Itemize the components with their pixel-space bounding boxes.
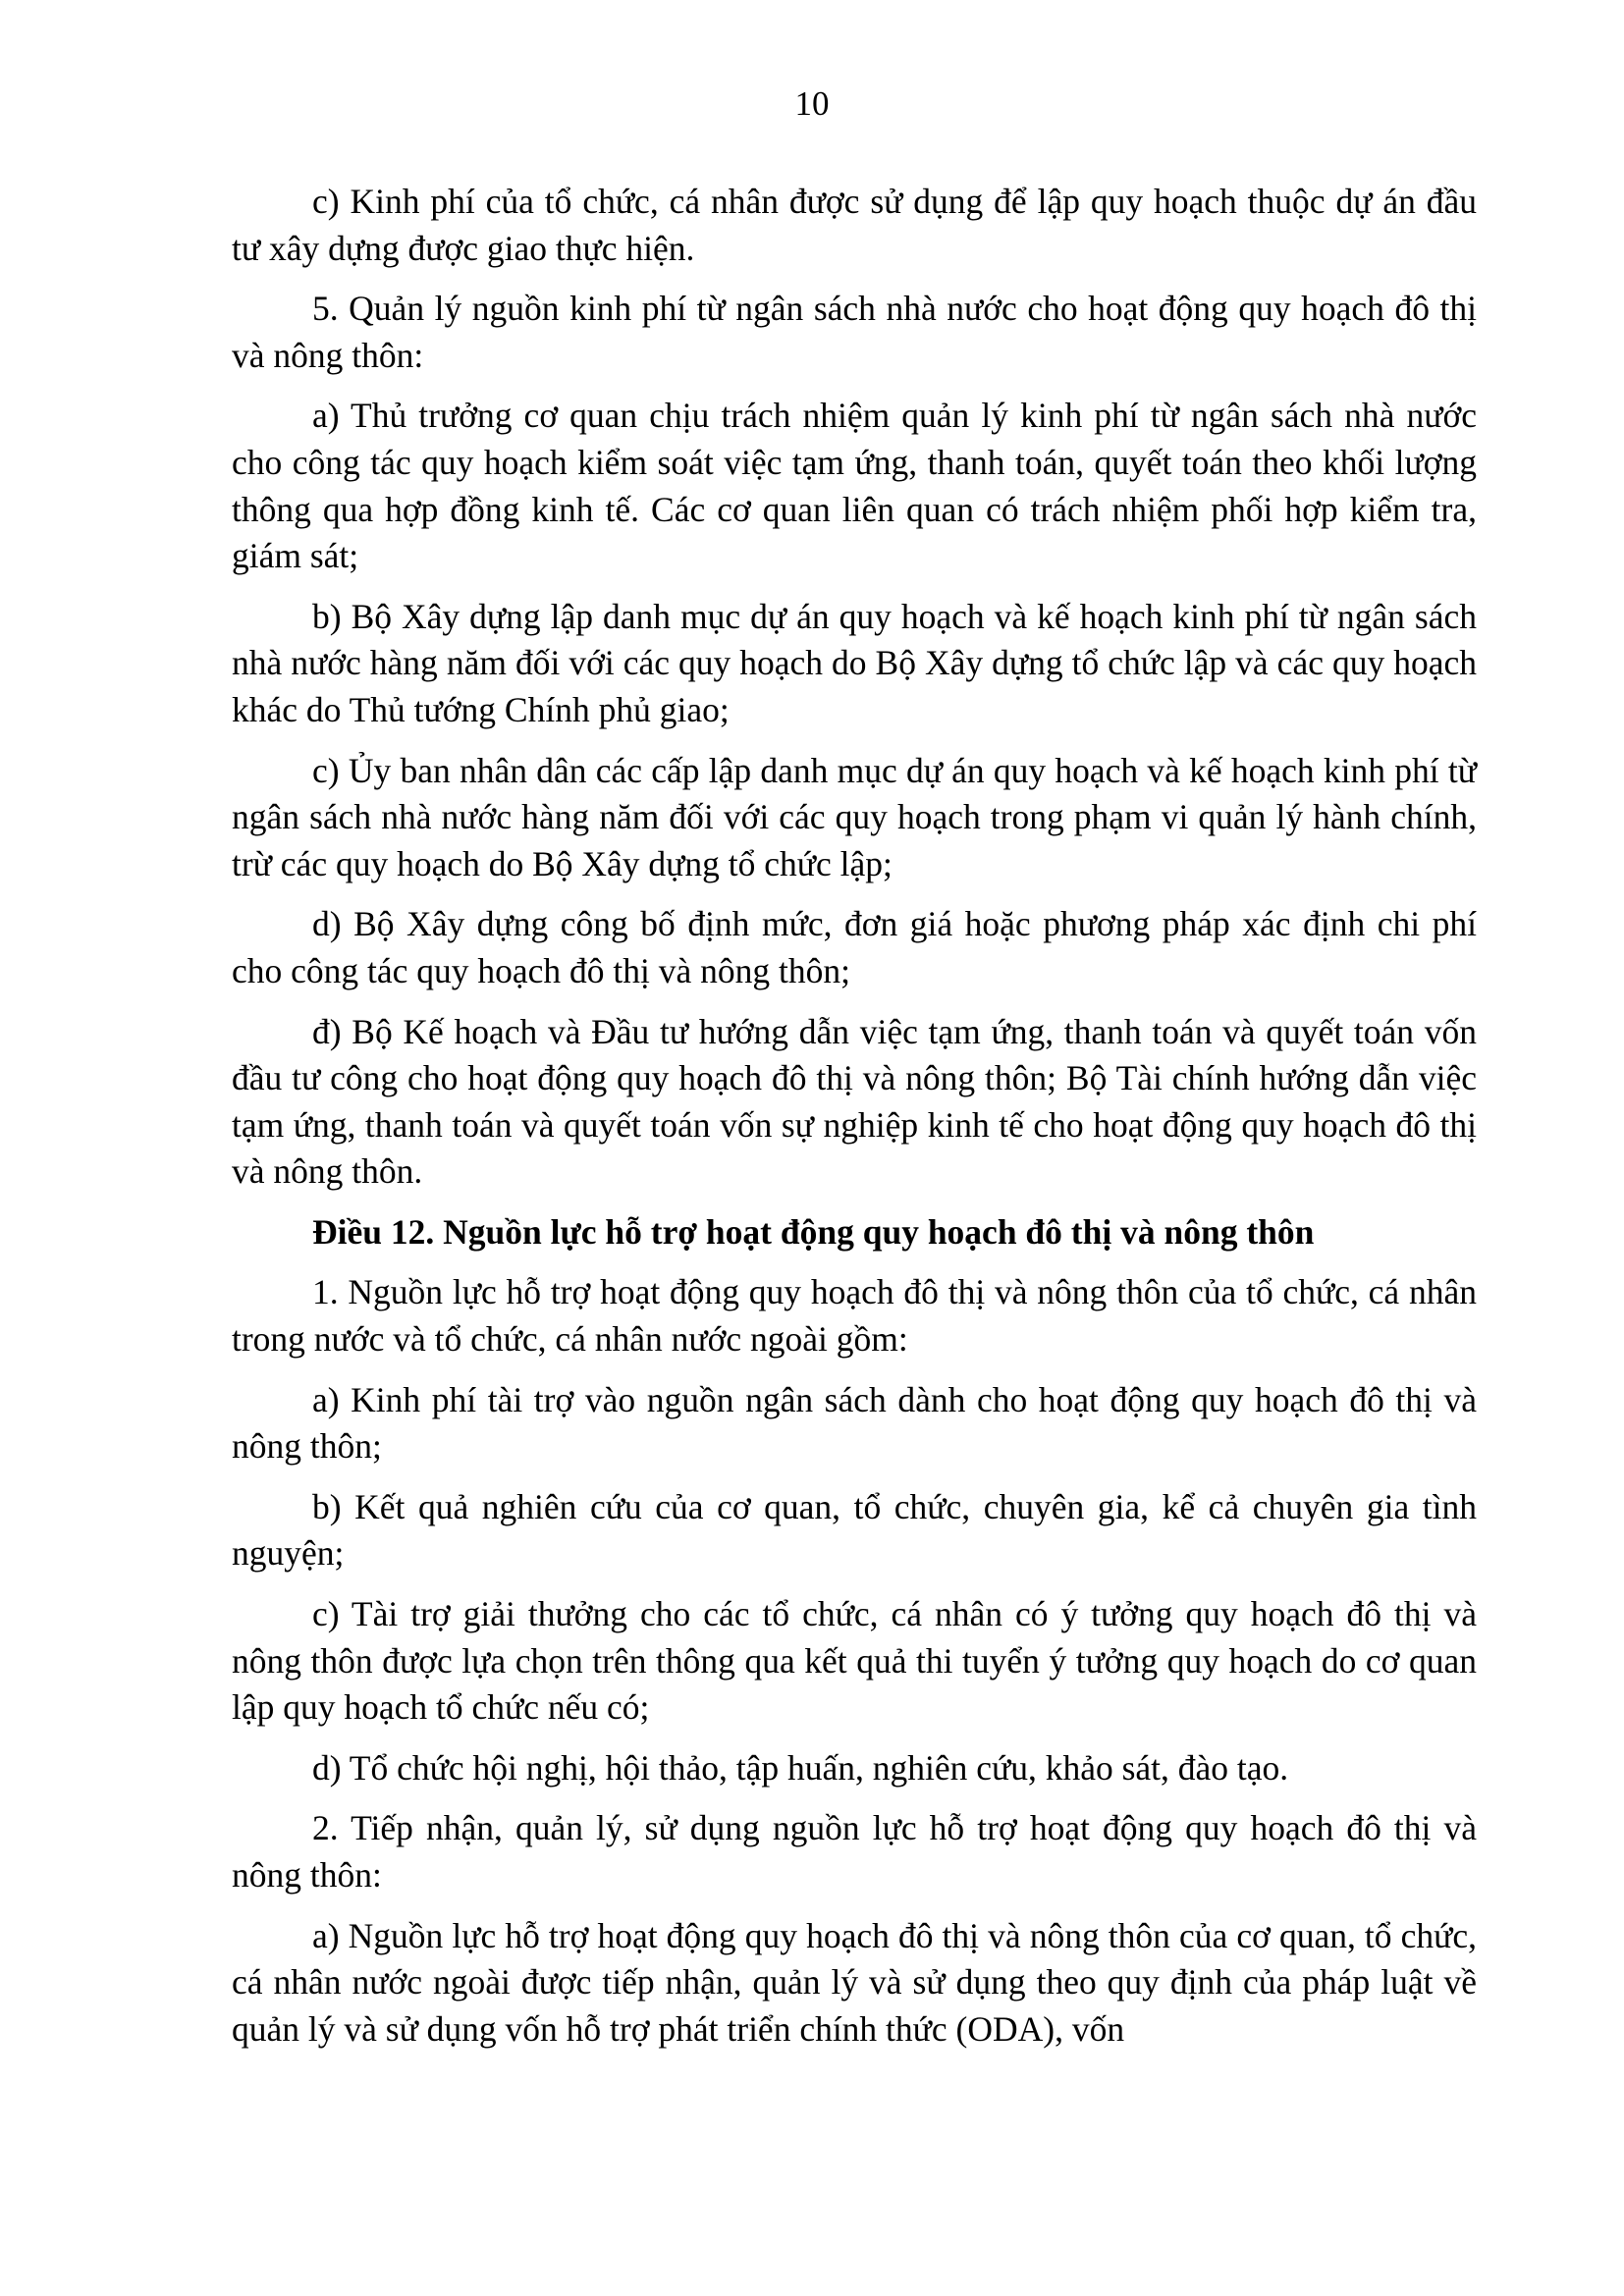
paragraph-4c: c) Kinh phí của tổ chức, cá nhân được sử dụng để lập quy hoạch thuộc dự án đầu tư xây dựng được giao thực hiện. [232, 182, 1477, 268]
paragraph-12-1b: b) Kết quả nghiên cứu của cơ quan, tổ chức, chuyên gia, kể cả chuyên gia tình nguyện; [232, 1486, 1477, 1574]
paragraph-5a: a) Thủ trưởng cơ quan chịu trách nhiệm quản lý kinh phí từ ngân sách nhà nước cho công tác quy hoạch kiểm soát việc tạm ứng, thanh toán, quyết toán theo khối lượng thông qua hợp đồng kinh tế. Các cơ quan liên quan có trách nhiệm phối hợp kiểm tra, giám sát; [232, 396, 1477, 576]
paragraph-12-1c: c) Tài trợ giải thưởng cho các tổ chức, cá nhân có ý tưởng quy hoạch đô thị và nông thôn được lựa chọn trên thông qua kết quả thi tuyển ý tưởng quy hoạch do cơ quan lập quy hoạch tổ chức nếu có; [232, 1594, 1477, 1728]
paragraph-5: 5. Quản lý nguồn kinh phí từ ngân sách nhà nước cho hoạt động quy hoạch đô thị và nông thôn: [232, 289, 1477, 375]
paragraph-12-2: 2. Tiếp nhận, quản lý, sử dụng nguồn lực hỗ trợ hoạt động quy hoạch đô thị và nông thôn: [232, 1808, 1477, 1895]
paragraph-12-1a: a) Kinh phí tài trợ vào nguồn ngân sách dành cho hoạt động quy hoạch đô thị và nông thôn; [232, 1379, 1477, 1467]
paragraph-12-2a: a) Nguồn lực hỗ trợ hoạt động quy hoạch đô thị và nông thôn của cơ quan, tổ chức, cá nhân nước ngoài được tiếp nhận, quản lý và sử dụng theo quy định của pháp luật về quản lý và sử dụng vốn hỗ trợ phát triển chính thức (ODA), vốn [232, 1915, 1477, 2049]
paragraph-12-1d: d) Tổ chức hội nghị, hội thảo, tập huấn, nghiên cứu, khảo sát, đào tạo. [312, 1747, 1289, 1788]
document-body [232, 179, 1477, 2066]
paragraph-5b: b) Bộ Xây dựng lập danh mục dự án quy hoạch và kế hoạch kinh phí từ ngân sách nhà nước hàng năm đối với các quy hoạch do Bộ Xây dựng tổ chức lập và các quy hoạch khác do Thủ tướng Chính phủ giao; [232, 596, 1477, 729]
paragraph-12-1: 1. Nguồn lực hỗ trợ hoạt động quy hoạch đô thị và nông thôn của tổ chức, cá nhân trong nước và tổ chức, cá nhân nước ngoài gồm: [232, 1272, 1477, 1360]
paragraph-5c: c) Ủy ban nhân dân các cấp lập danh mục dự án quy hoạch và kế hoạch kinh phí từ ngân sách nhà nước hàng năm đối với các quy hoạch trong phạm vi quản lý hành chính, trừ các quy hoạch do Bộ Xây dựng tổ chức lập; [232, 750, 1477, 883]
article-12-title: Điều 12. Nguồn lực hỗ trợ hoạt động quy hoạch đô thị và nông thôn [312, 1211, 1315, 1252]
page-number: 10 [794, 84, 830, 123]
paragraph-5d: d) Bộ Xây dựng công bố định mức, đơn giá hoặc phương pháp xác định chi phí cho công tác quy hoạch đô thị và nông thôn; [232, 904, 1477, 990]
paragraph-5dd: đ) Bộ Kế hoạch và Đầu tư hướng dẫn việc tạm ứng, thanh toán và quyết toán vốn đầu tư công cho hoạt động quy hoạch đô thị và nông thôn; Bộ Tài chính hướng dẫn việc tạm ứng, thanh toán và quyết toán vốn sự nghiệp kinh tế cho hoạt động quy hoạch đô thị và nông thôn. [232, 1011, 1477, 1192]
